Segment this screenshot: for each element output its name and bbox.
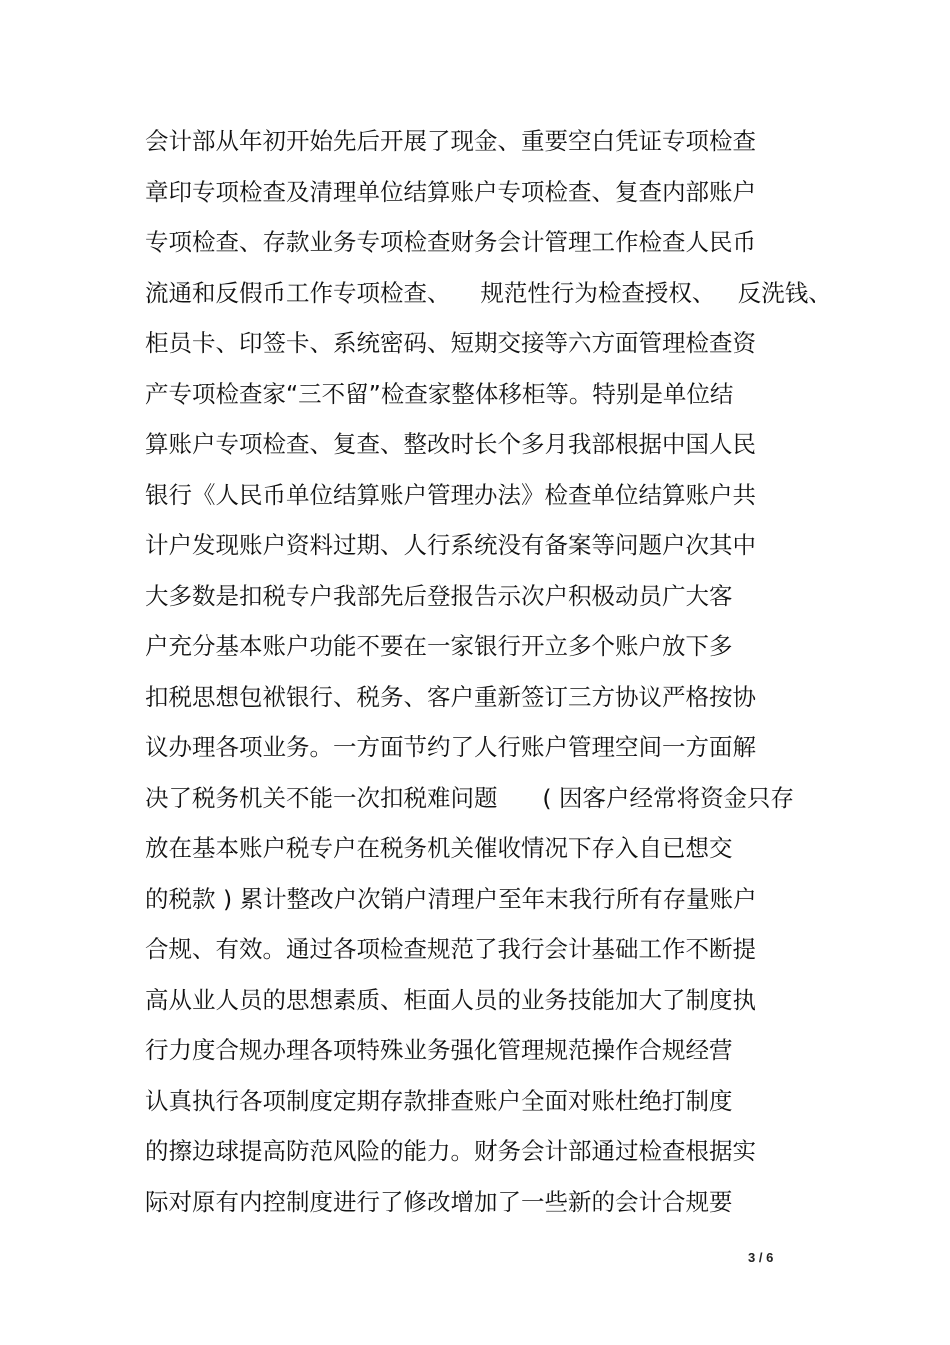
text-line: 放在基本账户税专户在税务机关催收情况下存入自已想交: [145, 834, 733, 862]
text-line: 流通和反假币工作专项检查、 规范性行为检查授权、 反洗钱、: [145, 278, 832, 307]
text-line: 专项检查、存款业务专项检查财务会计管理工作检查人民币: [145, 228, 756, 256]
text-line: 算账户专项检查、复查、整改时长个多月我部根据中国人民: [145, 430, 756, 458]
text-line: 的擦边球提高防范风险的能力。财务会计部通过检查根据实: [145, 1137, 756, 1165]
text-line: 柜员卡、印签卡、系统密码、短期交接等六方面管理检查资: [145, 329, 756, 357]
body-text: [145, 122, 845, 1233]
text-line: 认真执行各项制度定期存款排查账户全面对账杜绝打制度: [145, 1086, 733, 1115]
page-number: 3 / 6: [748, 1250, 774, 1265]
text-line: 扣税思想包袱银行、税务、客户重新签订三方协议严格按协: [145, 682, 756, 711]
text-line: 户充分基本账户功能不要在一家银行开立多个账户放下多: [145, 632, 733, 660]
text-line: 章印专项检查及清理单位结算账户专项检查、复查内部账户: [145, 177, 756, 206]
text-line: 际对原有内控制度进行了修改增加了一些新的会计合规要: [145, 1187, 733, 1216]
text-line: 会计部从年初开始先后开展了现金、重要空白凭证专项检查: [145, 127, 756, 155]
text-line: 议办理各项业务。一方面节约了人行账户管理空间一方面解: [145, 733, 756, 761]
text-line: 决了税务机关不能一次扣税难问题 ( 因客户经常将资金只存: [145, 783, 794, 812]
text-line: 的税款 ) 累计整改户次销户清理户至年末我行所有存量账户: [145, 884, 757, 913]
text-line: 产专项检查家“三不留”检查家整体移柜等。特别是单位结: [145, 379, 734, 408]
text-line: 计户发现账户资料过期、人行系统没有备案等问题户次其中: [145, 531, 756, 559]
text-line: 高从业人员的思想素质、柜面人员的业务技能加大了制度执: [145, 985, 756, 1014]
text-line: 合规、有效。通过各项检查规范了我行会计基础工作不断提: [145, 935, 756, 963]
text-line: 行力度合规办理各项特殊业务强化管理规范操作合规经营: [145, 1036, 733, 1064]
text-line: 大多数是扣税专户我部先后登报告示次户积极动员广大客: [145, 581, 733, 610]
text-line: 银行《人民币单位结算账户管理办法》检查单位结算账户共: [145, 480, 756, 509]
